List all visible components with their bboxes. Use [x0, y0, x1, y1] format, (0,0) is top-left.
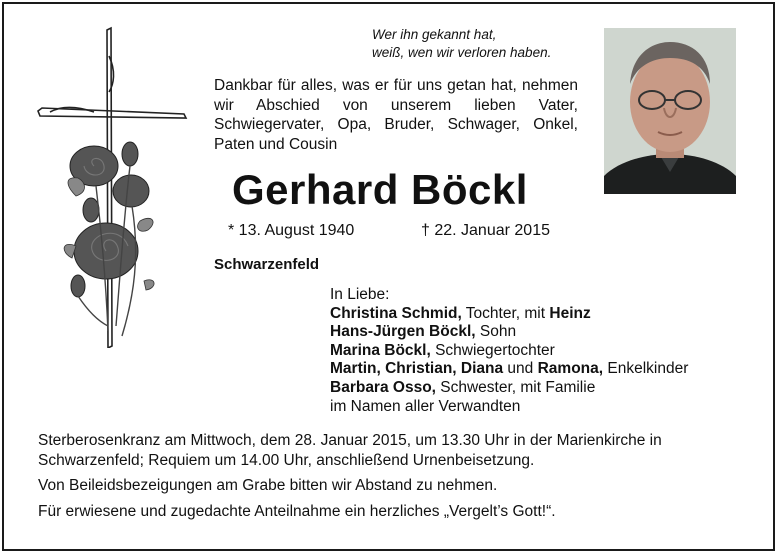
death-date: † 22. Januar 2015 [421, 222, 550, 239]
quote-line-1: Wer ihn gekannt hat, [372, 27, 497, 42]
hometown: Schwarzenfeld [214, 256, 320, 273]
mourner-line: Hans-Jürgen Böckl, Sohn [330, 323, 517, 341]
rosary-notice: Sterberosenkranz am Mittwoch, dem 28. Januar 2015, um 13.30 Uhr in der Marienkirche in Schwarzenfeld; Requiem um 14.00 Uhr, anschließend Urnenbeisetzung. [38, 432, 662, 469]
mourners-list [330, 286, 688, 416]
mourner-line: Marina Böckl, Schwiegertochter [330, 341, 555, 359]
birth-date: * 13. August 1940 [228, 222, 355, 239]
cross-with-roses-icon [36, 26, 188, 348]
mourners-closing: im Namen aller Verwandten [330, 397, 521, 415]
intro-text: Dankbar für alles, was er für uns getan hat, nehmen wir Abschied von unserem lieben Vater, Schwiegervater, Opa, Bruder, Schwager, Onkel, Paten und Cousin [214, 77, 578, 153]
quote [372, 26, 551, 62]
mourner-line: Barbara Osso, Schwester, mit Familie [330, 378, 596, 396]
deceased-name: Gerhard Böckl [232, 166, 528, 213]
quote-line-2: weiß, wen wir verloren haben. [372, 45, 552, 60]
portrait-photo [604, 28, 736, 194]
thanks-notice: Für erwiesene und zugedachte Anteilnahme ein herzliches „Vergelt’s Gott!“. [38, 503, 556, 520]
condolence-notice: Von Beileidsbezeigungen am Grabe bitten wir Abstand zu nehmen. [38, 477, 498, 494]
mourner-line: Christina Schmid, Tochter, mit Heinz [330, 304, 591, 322]
mourner-line: Martin, Christian, Diana und Ramona, Enkelkinder [330, 360, 689, 378]
mourners-heading: In Liebe: [330, 286, 390, 303]
